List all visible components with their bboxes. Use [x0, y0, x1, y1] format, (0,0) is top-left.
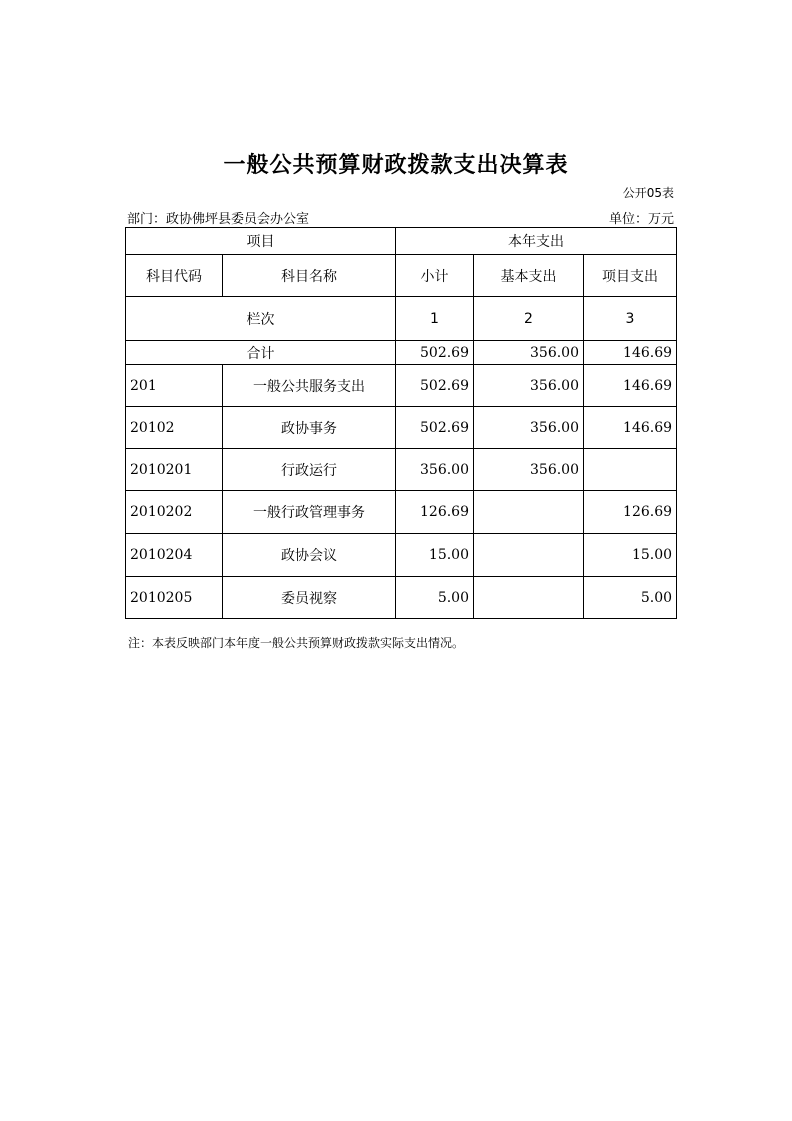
form-number: 公开05表 — [622, 186, 674, 200]
row-name: 一般公共服务支出 — [223, 365, 396, 407]
row-project: 126.69 — [584, 491, 677, 534]
row-basic — [474, 491, 584, 534]
total-project: 146.69 — [584, 341, 677, 365]
unit-label: 单位：万元 — [608, 212, 674, 227]
row-code: 2010202 — [126, 491, 223, 534]
table-row — [126, 365, 677, 407]
table-row — [126, 534, 677, 577]
expense-table — [125, 227, 677, 619]
footnote: 注：本表反映部门本年度一般公共预算财政拨款实际支出情况。 — [128, 636, 465, 650]
page-title: 一般公共预算财政拨款支出决算表 — [223, 153, 569, 178]
column-number-3: 3 — [584, 297, 677, 341]
row-code: 2010201 — [126, 449, 223, 491]
row-name: 政协会议 — [223, 534, 396, 577]
row-code: 2010205 — [126, 577, 223, 619]
row-subtotal: 5.00 — [396, 577, 474, 619]
row-project: 146.69 — [584, 407, 677, 449]
table-row — [126, 491, 677, 534]
total-subtotal: 502.69 — [396, 341, 474, 365]
row-basic — [474, 577, 584, 619]
header-item: 项目 — [126, 228, 396, 255]
row-basic — [474, 534, 584, 577]
row-basic: 356.00 — [474, 365, 584, 407]
row-code: 20102 — [126, 407, 223, 449]
header-year-expense: 本年支出 — [396, 228, 677, 255]
row-subtotal: 502.69 — [396, 407, 474, 449]
row-subtotal: 15.00 — [396, 534, 474, 577]
total-row — [126, 341, 677, 365]
row-code: 2010204 — [126, 534, 223, 577]
row-project — [584, 449, 677, 491]
row-name: 行政运行 — [223, 449, 396, 491]
row-name: 一般行政管理事务 — [223, 491, 396, 534]
header-code: 科目代码 — [126, 255, 223, 297]
total-label: 合计 — [126, 341, 396, 365]
table-row — [126, 577, 677, 619]
header-basic: 基本支出 — [474, 255, 584, 297]
header-subtotal: 小计 — [396, 255, 474, 297]
table-row — [126, 449, 677, 491]
column-number-label: 栏次 — [126, 297, 396, 341]
row-basic: 356.00 — [474, 407, 584, 449]
row-subtotal: 126.69 — [396, 491, 474, 534]
total-basic: 356.00 — [474, 341, 584, 365]
row-name: 委员视察 — [223, 577, 396, 619]
row-basic: 356.00 — [474, 449, 584, 491]
row-project: 146.69 — [584, 365, 677, 407]
row-name: 政协事务 — [223, 407, 396, 449]
header-name: 科目名称 — [223, 255, 396, 297]
column-number-2: 2 — [474, 297, 584, 341]
row-project: 15.00 — [584, 534, 677, 577]
department-label: 部门：政协佛坪县委员会办公室 — [127, 212, 310, 227]
row-project: 5.00 — [584, 577, 677, 619]
column-number-1: 1 — [396, 297, 474, 341]
row-subtotal: 356.00 — [396, 449, 474, 491]
table-row — [126, 407, 677, 449]
header-project: 项目支出 — [584, 255, 677, 297]
row-subtotal: 502.69 — [396, 365, 474, 407]
row-code: 201 — [126, 365, 223, 407]
